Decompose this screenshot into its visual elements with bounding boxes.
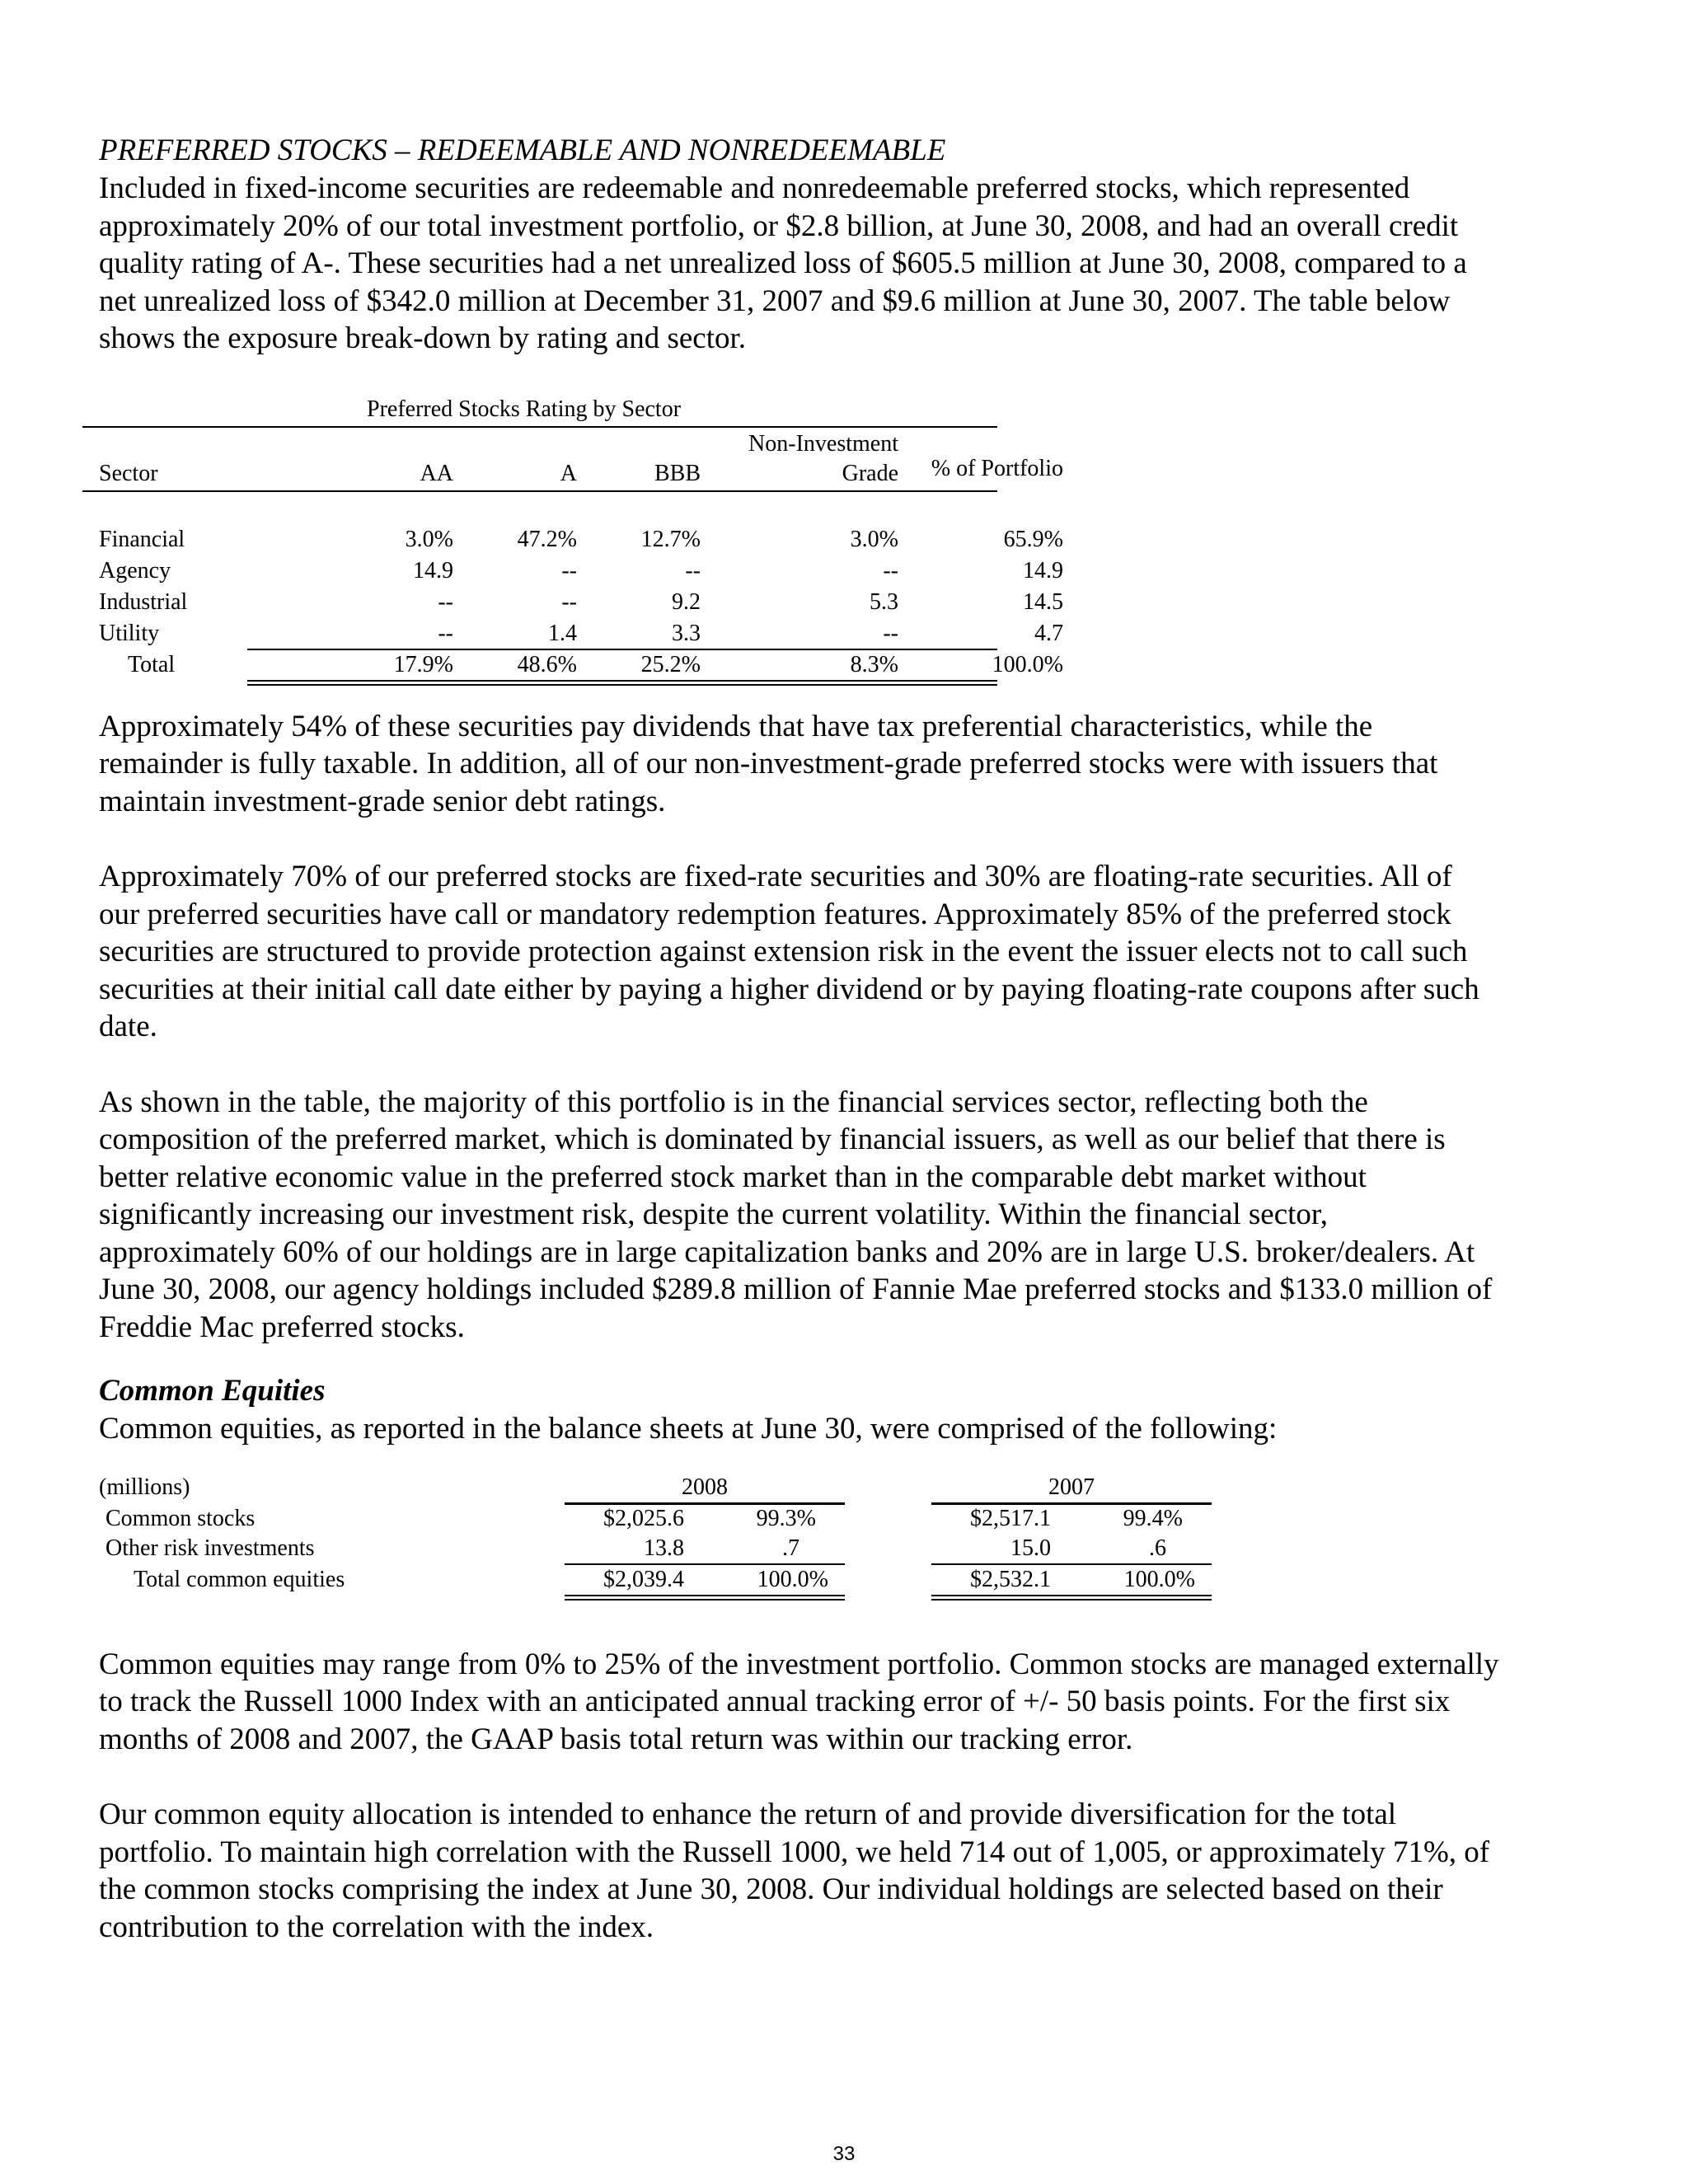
rating-header-row — [99, 455, 1063, 489]
paragraph: Approximately 70% of our preferred stocks are fixed-rate securities and 30% are floating-rate securities. All of our preferred securities have call or mandatory redemption features. Approximately 85% of the preferred stock securities are structured to provide protection against extension risk in the event the issuer elects not to call such securities at their initial call date either by paying a higher dividend or by paying floating-rate coupons after such date. — [99, 860, 1479, 1043]
document-page — [99, 132, 1500, 1946]
row-bbb: 9.2 — [672, 588, 701, 615]
table-row — [99, 1534, 1253, 1563]
row-a: 1.4 — [548, 620, 577, 646]
total-label: Total common equities — [134, 1566, 345, 1592]
table-row — [99, 588, 1063, 617]
row-value-2007: $2,517.1 — [970, 1505, 1051, 1531]
table-total-row — [99, 1565, 1253, 1595]
paragraph: Our common equity allocation is intended to enhance the return of and provide diversification for the total portfolio. To maintain high correlation with the Russell 1000, we held 714 out of 1,005, or approximately 71%, of the common stocks comprising the index at June 30, 2008. Our individual holdings are selected based on their contribution to the correlation with the index. — [99, 1797, 1490, 1944]
preferred-intro: Included in fixed-income securities are redeemable and nonredeemable preferred stocks, which represented approximately 20% of our total investment portfolio, or $2.8 billion, at June 30, 2008, and had an overall credit quality rating of A-. These securities had a net unrealized loss of $605.5 million at June 30, 2008, compared to a net unrealized loss of $342.0 million at December 31, 2007 and $9.6 million at June 30, 2007. The table below shows the exposure break-down by rating and sector. — [99, 171, 1467, 355]
table-rule — [247, 680, 997, 682]
row-pct: 65.9% — [1003, 526, 1063, 552]
paragraph: Approximately 54% of these securities pay dividends that have tax preferential characteristics, while the remainder is fully taxable. In addition, all of our non-investment-grade preferred stocks were with issuers that maintain investment-grade senior debt ratings. — [99, 709, 1438, 818]
total-pct-2008: 100.0% — [757, 1566, 828, 1592]
common-intro: Common equities, as reported in the balance sheets at June 30, were comprised of the following: — [99, 1412, 1278, 1446]
row-aa: 3.0% — [405, 526, 453, 552]
rating-table-title: Preferred Stocks Rating by Sector — [367, 396, 682, 422]
table-rule — [565, 1595, 845, 1596]
total-pct-2007: 100.0% — [1123, 1566, 1195, 1592]
total-label: Total — [128, 651, 176, 677]
year-2008: 2008 — [682, 1474, 728, 1500]
total-nig: 8.3% — [850, 651, 898, 677]
row-a: 47.2% — [517, 526, 577, 552]
table-rule — [931, 1595, 1212, 1596]
row-nig: 3.0% — [850, 526, 898, 552]
total-a: 48.6% — [517, 651, 577, 677]
unit-label: (millions) — [99, 1474, 190, 1500]
table-rule — [931, 1599, 1212, 1601]
table-row — [99, 1504, 1253, 1534]
row-a: -- — [561, 588, 577, 615]
row-aa: -- — [438, 620, 453, 646]
table-row — [99, 525, 1063, 555]
paragraph: As shown in the table, the majority of this portfolio is in the financial services sector, reflecting both the composition of the preferred market, which is dominated by financial issuers, as well as our belief that there is better relative economic value in the preferred stock market than in the comparable debt market without significantly increasing our investment risk, despite the current volatility. Within the financial sector, approximately 60% of our holdings are in large capitalization banks and 20% are in large U.S. broker/dealers. At June 30, 2008, our agency holdings included $289.8 million of Fannie Mae preferred stocks and $133.0 million of Freddie Mac preferred stocks. — [99, 1085, 1493, 1344]
preferred-heading: PREFERRED STOCKS – REDEEMABLE AND NONREDEEMABLE — [99, 134, 946, 167]
row-bbb: -- — [685, 557, 701, 583]
header-a: A — [560, 460, 577, 486]
total-value-2008: $2,039.4 — [603, 1566, 684, 1592]
header-aa: AA — [420, 460, 453, 486]
table-row — [99, 556, 1063, 586]
row-value-2007: 15.0 — [1010, 1535, 1051, 1561]
total-value-2007: $2,532.1 — [970, 1566, 1051, 1592]
row-pct-2008: 99.3% — [756, 1505, 816, 1531]
row-pct: 4.7 — [1034, 620, 1063, 646]
row-nig: -- — [883, 557, 898, 583]
rating-table — [99, 395, 1063, 677]
header-pct: % of Portfolio — [931, 455, 1063, 481]
row-label: Other risk investments — [106, 1535, 315, 1561]
row-sector: Agency — [99, 557, 171, 583]
row-pct: 14.5 — [1023, 588, 1063, 615]
row-sector: Financial — [99, 526, 185, 552]
row-value-2008: $2,025.6 — [603, 1505, 684, 1531]
equities-table — [99, 1473, 1253, 1613]
table-rule — [82, 426, 997, 428]
total-pct: 100.0% — [992, 651, 1063, 677]
common-heading: Common Equities — [99, 1374, 326, 1408]
row-a: -- — [561, 557, 577, 583]
row-aa: 14.9 — [413, 557, 453, 583]
table-rule — [565, 1599, 845, 1601]
header-bbb: BBB — [654, 460, 701, 486]
total-bbb: 25.2% — [640, 651, 701, 677]
row-pct: 14.9 — [1023, 557, 1063, 583]
row-value-2008: 13.8 — [644, 1535, 684, 1561]
total-aa: 17.9% — [393, 651, 453, 677]
table-row — [99, 619, 1063, 649]
row-pct-2007: 99.4% — [1123, 1505, 1183, 1531]
header-sector: Sector — [99, 460, 158, 486]
row-sector: Utility — [99, 620, 160, 646]
header-nig-line1: Non-Investment — [748, 430, 898, 457]
row-sector: Industrial — [99, 588, 188, 615]
table-total-row — [99, 650, 1063, 680]
paragraph: Common equities may range from 0% to 25% of the investment portfolio. Common stocks are managed externally to track the Russell 1000 Index with an anticipated annual tracking error of +/- 50 basis points. For the first six months of 2008 and 2007, the GAAP basis total return was within our tracking error. — [99, 1647, 1499, 1756]
row-bbb: 3.3 — [672, 620, 701, 646]
equities-header-row — [99, 1473, 1253, 1502]
row-pct-2008: .7 — [782, 1535, 799, 1561]
header-nig-line2: Grade — [842, 460, 898, 486]
table-rule — [82, 490, 997, 492]
page-number: 33 — [832, 2143, 856, 2165]
row-aa: -- — [438, 588, 453, 615]
row-bbb: 12.7% — [640, 526, 701, 552]
table-rule — [247, 684, 997, 686]
row-nig: 5.3 — [870, 588, 898, 615]
year-2007: 2007 — [1048, 1474, 1095, 1500]
row-pct-2007: .6 — [1149, 1535, 1166, 1561]
row-label: Common stocks — [106, 1505, 256, 1531]
row-nig: -- — [883, 620, 898, 646]
